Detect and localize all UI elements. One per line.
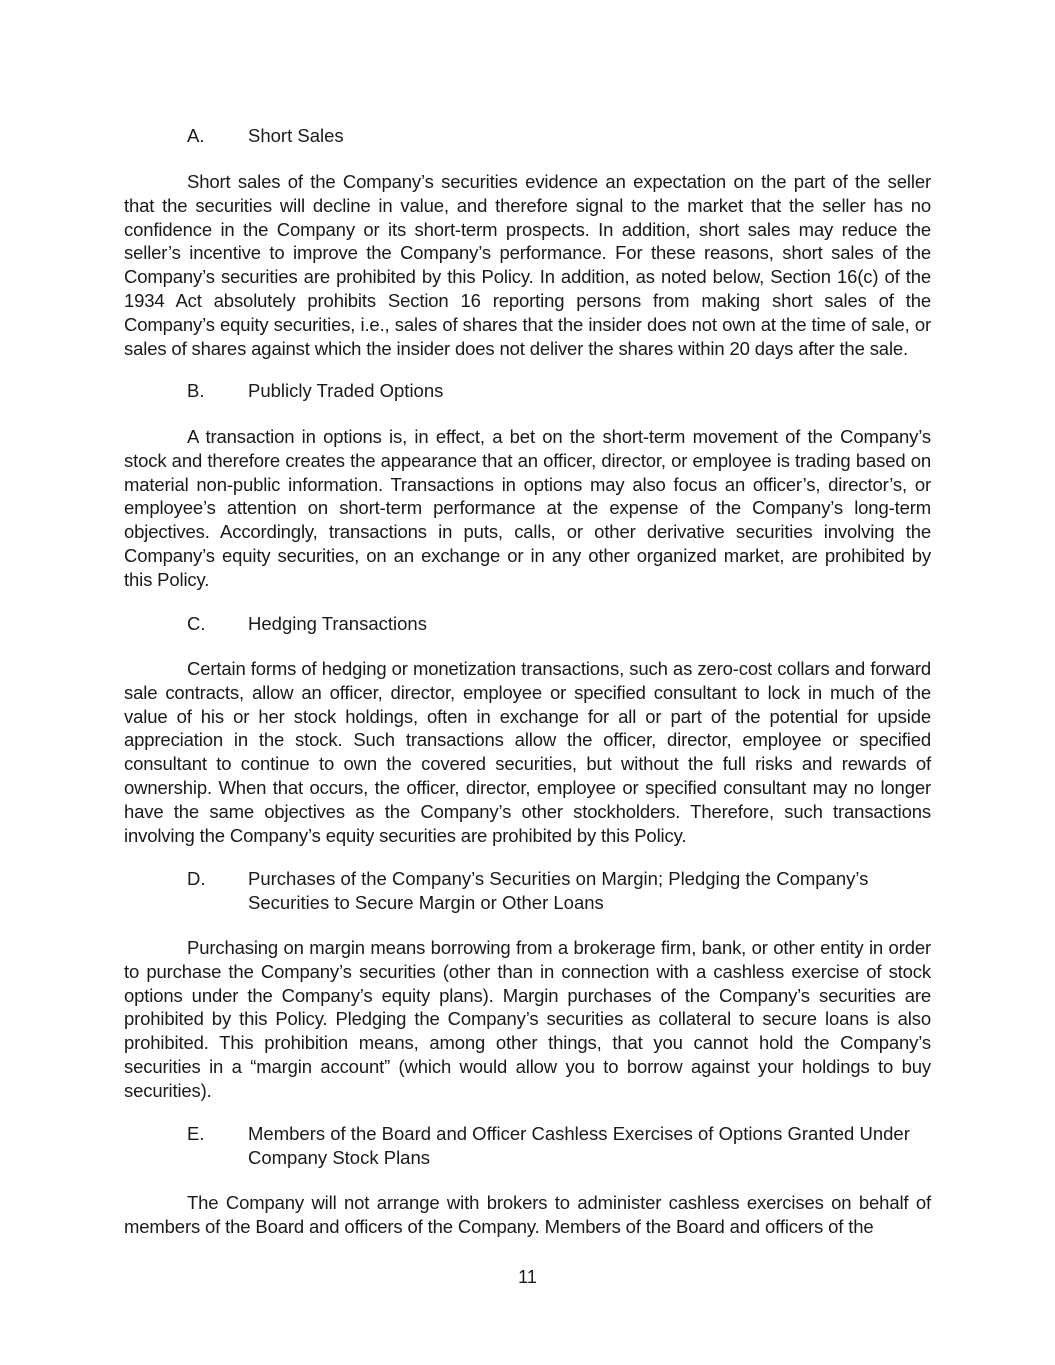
page-number: 11 bbox=[518, 1267, 537, 1287]
section-letter: C. bbox=[187, 613, 206, 634]
section-body-b: A transaction in options is, in effect, a bet on the short-term movement of the Company’s stock and therefore creates the appearance that an officer, director, or employee is trading based on material non-public information. Transactions in options may also focus an officer’s, director’s, or employee’s attention on short-term performance at the expense of the Company’s long-term objectives. Accordingly, transactions in puts, calls, or other derivative securities involving the Company’s equity securities, on an exchange or in any other organized market, are prohibited by this Policy. bbox=[124, 426, 931, 590]
section-letter: B. bbox=[187, 380, 205, 401]
section-letter: E. bbox=[187, 1123, 205, 1144]
section-title: Hedging Transactions bbox=[248, 613, 427, 634]
section-body-c: Certain forms of hedging or monetization transactions, such as zero-cost collars and forward sale contracts, allow an officer, director, employee or specified consultant to lock in much of the value of his or her stock holdings, often in exchange for all or part of the potential for upside appreciation in the stock. Such transactions allow the officer, director, employee or specified consultant to continue to own the covered securities, but without the full risks and rewards of ownership. When that occurs, the officer, director, employee or specified consultant may no longer have the same objectives as the Company’s other stockholders. Therefore, such transactions involving the Company’s equity securities are prohibited by this Policy. bbox=[124, 658, 931, 846]
section-body-d: Purchasing on margin means borrowing from a brokerage firm, bank, or other entity in order to purchase the Company’s securities (other than in connection with a cashless exercise of stock options under the Company’s equity plans). Margin purchases of the Company’s securities are prohibited by this Policy. Pledging the Company’s securities as collateral to secure loans is also prohibited. This prohibition means, among other things, that you cannot hold the Company’s securities in a “margin account” (which would allow you to borrow against your holdings to buy securities). bbox=[124, 937, 931, 1101]
section-body-e: The Company will not arrange with brokers to administer cashless exercises on behalf of members of the Board and officers of the Company. Members of the Board and officers of the bbox=[124, 1192, 931, 1237]
section-title: Publicly Traded Options bbox=[248, 380, 444, 401]
section-title: Short Sales bbox=[248, 125, 344, 146]
section-title: Purchases of the Company’s Securities on Margin; Pledging the Company’s Securities to Secure Margin or Other Loans bbox=[248, 868, 869, 913]
section-title: Members of the Board and Officer Cashless Exercises of Options Granted Under Company Stock Plans bbox=[248, 1123, 910, 1168]
section-body-a: Short sales of the Company’s securities evidence an expectation on the part of the seller that the securities will decline in value, and therefore signal to the market that the seller has no confidence in the Company or its short-term prospects. In addition, short sales may reduce the seller’s incentive to improve the Company’s performance. For these reasons, short sales of the Company’s securities are prohibited by this Policy. In addition, as noted below, Section 16(c) of the 1934 Act absolutely prohibits Section 16 reporting persons from making short sales of the Company’s equity securities, i.e., sales of shares that the insider does not own at the time of sale, or sales of shares against which the insider does not deliver the shares within 20 days after the sale. bbox=[124, 171, 931, 359]
section-letter: D. bbox=[187, 868, 206, 889]
section-letter: A. bbox=[187, 125, 205, 146]
